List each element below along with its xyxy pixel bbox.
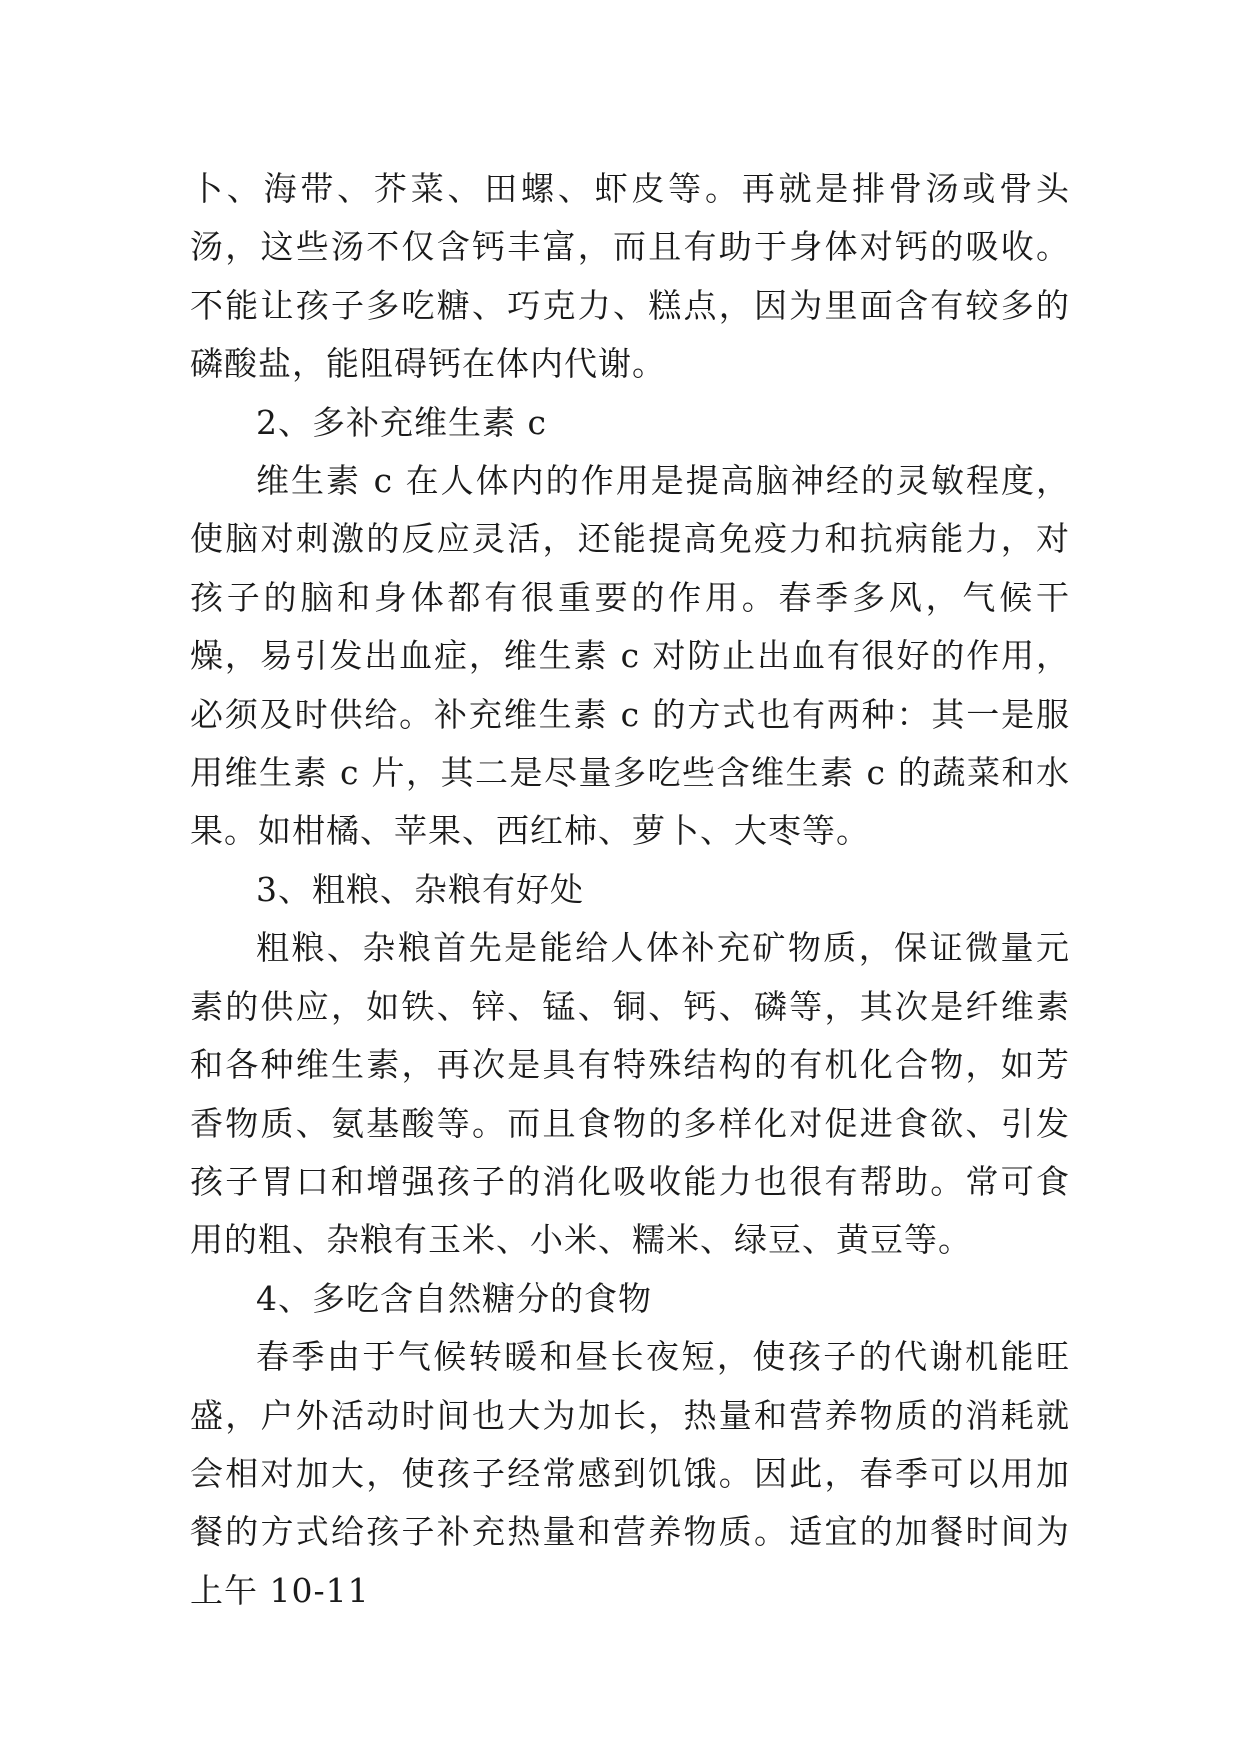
paragraph-vitamin-c: 维生素 c 在人体内的作用是提高脑神经的灵敏程度，使脑对刺激的反应灵活，还能提高免疫力和抗病能力，对孩子的脑和身体都有很重要的作用。春季多风，气候干燥，易引发出血症，维生素 c 对防止出血有很好的作用，必须及时供给。补充维生素 c 的方式也有两种：其一是服用维生素 c 片，其二是尽量多吃些含维生素 c 的蔬菜和水果。如柑橘、苹果、西红柿、萝卜、大枣等。	[190, 461, 1070, 851]
heading-natural-sugar: 4、多吃含自然糖分的食物	[256, 1278, 652, 1318]
heading-vitamin-c: 2、多补充维生素 c	[256, 402, 547, 442]
document-page	[190, 160, 1070, 1620]
paragraph-calcium-foods: 卜、海带、芥菜、田螺、虾皮等。再就是排骨汤或骨头汤，这些汤不仅含钙丰富，而且有助于身体对钙的吸收。不能让孩子多吃糖、巧克力、糕点，因为里面含有较多的磷酸盐，能阻碍钙在体内代谢。	[190, 169, 1070, 384]
paragraph-natural-sugar: 春季由于气候转暖和昼长夜短，使孩子的代谢机能旺盛，户外活动时间也大为加长，热量和营养物质的消耗就会相对加大，使孩子经常感到饥饿。因此，春季可以用加餐的方式给孩子补充热量和营养物质。适宜的加餐时间为上午 10-11	[190, 1337, 1070, 1610]
heading-coarse-grains: 3、粗粮、杂粮有好处	[256, 869, 584, 909]
paragraph-coarse-grains: 粗粮、杂粮首先是能给人体补充矿物质，保证微量元素的供应，如铁、锌、锰、铜、钙、磷等，其次是纤维素和各种维生素，再次是具有特殊结构的有机化合物，如芳香物质、氨基酸等。而且食物的多样化对促进食欲、引发孩子胃口和增强孩子的消化吸收能力也很有帮助。常可食用的粗、杂粮有玉米、小米、糯米、绿豆、黄豆等。	[190, 928, 1070, 1260]
